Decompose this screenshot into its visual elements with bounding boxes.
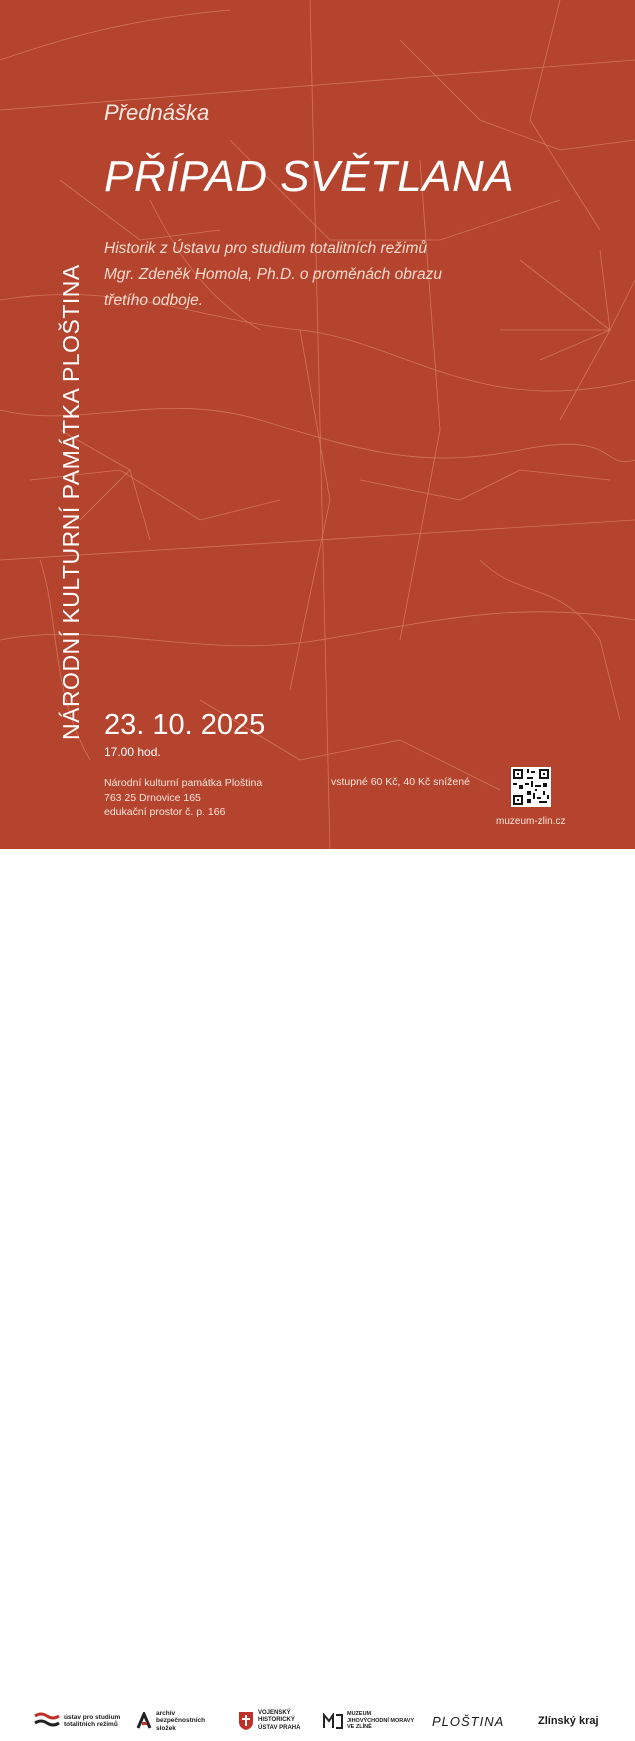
ustr-mark-icon bbox=[34, 1712, 60, 1730]
description-line: Historik z Ústavu pro studium totalitních režimů bbox=[104, 240, 428, 257]
muzeum-logo-line: VE ZLÍNĚ bbox=[347, 1724, 372, 1731]
ustr-logo-line: totalitních režimů bbox=[64, 1721, 118, 1728]
plostina-logo-text: PLOŠTINA bbox=[432, 1713, 505, 1729]
address-line: edukační prostor č. p. 166 bbox=[104, 806, 226, 818]
muzeum-logo-line: MUZEUM bbox=[347, 1711, 372, 1718]
partner-logos-footer bbox=[0, 849, 635, 1732]
event-date: 23. 10. 2025 bbox=[104, 709, 266, 741]
ticket-price: vstupné 60 Kč, 40 Kč snížené bbox=[331, 776, 470, 788]
abs-logo bbox=[136, 1701, 205, 1741]
zlinsky-kraj-logo bbox=[538, 1701, 599, 1741]
side-title: NÁRODNÍ KULTURNÍ PAMÁTKA PLOŠTINA bbox=[58, 264, 84, 740]
abs-logo-line: bezpečnostních bbox=[156, 1717, 206, 1725]
ustr-logo bbox=[34, 1701, 120, 1741]
event-time: 17.00 hod. bbox=[104, 745, 161, 759]
vhu-logo-line: ÚSTAV PRAHA bbox=[258, 1724, 301, 1731]
poster bbox=[0, 0, 635, 849]
ustr-logo-line: ústav pro studium bbox=[64, 1713, 121, 1721]
event-title: PŘÍPAD SVĚTLANA bbox=[104, 152, 515, 201]
plostina-logo bbox=[432, 1701, 504, 1741]
description-line: třetího odboje. bbox=[104, 292, 204, 309]
muzeum-logo-line: JIHOVÝCHODNÍ MORAVY bbox=[347, 1717, 415, 1724]
vhu-logo bbox=[238, 1701, 300, 1741]
map-background-illustration bbox=[0, 0, 635, 849]
qr-code[interactable] bbox=[511, 767, 551, 807]
event-type: Přednáška bbox=[104, 100, 210, 125]
description-line: Mgr. Zdeněk Homola, Ph.D. o proměnách obrazu bbox=[104, 266, 443, 283]
abs-logo-line: složek bbox=[156, 1724, 176, 1732]
zlinsky-kraj-logo-text: Zlínský kraj bbox=[538, 1715, 599, 1727]
muzeum-mark-icon bbox=[323, 1713, 343, 1729]
abs-mark-icon bbox=[136, 1712, 152, 1730]
event-description bbox=[104, 236, 584, 314]
shield-icon bbox=[238, 1711, 254, 1731]
abs-logo-line: archiv bbox=[156, 1709, 176, 1717]
event-address bbox=[104, 776, 262, 820]
muzeum-logo bbox=[323, 1701, 414, 1741]
vhu-logo-line: HISTORICKÝ bbox=[258, 1717, 295, 1724]
vhu-logo-line: VOJENSKÝ bbox=[258, 1709, 291, 1716]
website-link[interactable]: muzeum-zlin.cz bbox=[496, 816, 566, 827]
address-line: 763 25 Drnovice 165 bbox=[104, 791, 201, 804]
address-line: Národní kulturní památka Ploština bbox=[104, 777, 263, 789]
